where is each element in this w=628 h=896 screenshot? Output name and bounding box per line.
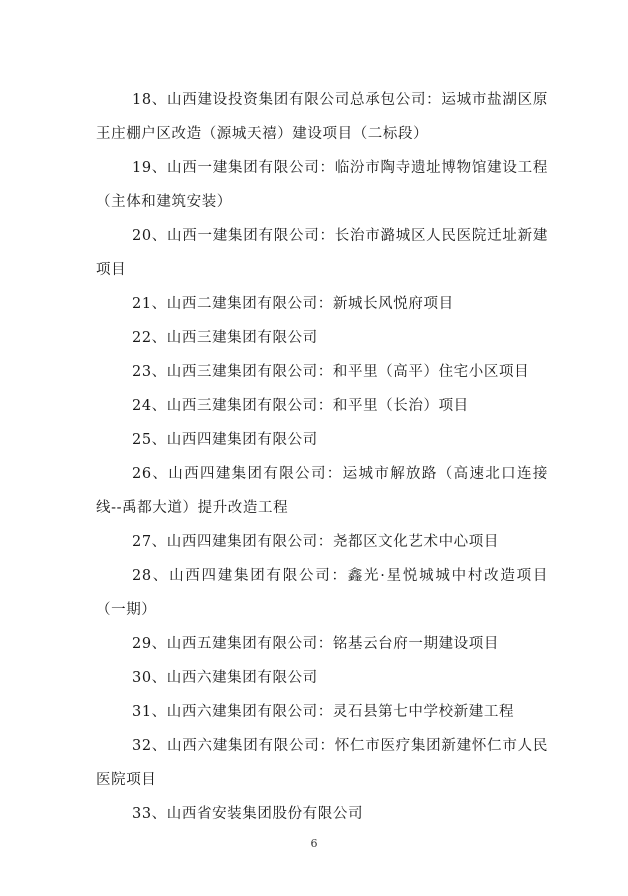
- item-text: 山西一建集团有限公司：长治市潞城区人民医院迁址新建项目: [96, 228, 548, 278]
- list-item-32: [96, 729, 548, 797]
- list-item-19: [96, 151, 548, 219]
- item-number: 27、: [132, 534, 167, 550]
- item-number: 25、: [132, 432, 167, 448]
- item-text: 山西三建集团有限公司: [166, 330, 318, 346]
- item-number: 32、: [132, 738, 168, 754]
- list-item-22: [96, 321, 548, 355]
- item-number: 22、: [132, 330, 167, 346]
- item-text: 山西一建集团有限公司：临汾市陶寺遗址博物馆建设工程（主体和建筑安装）: [96, 160, 548, 210]
- item-number: 21、: [132, 296, 167, 312]
- item-number: 30、: [132, 670, 167, 686]
- item-text: 山西四建集团有限公司：鑫光·星悦城城中村改造项目（一期）: [96, 568, 548, 618]
- list-item-21: [96, 287, 548, 321]
- list-item-31: [96, 695, 548, 729]
- item-number: 20、: [132, 228, 168, 244]
- item-text: 山西建设投资集团有限公司总承包公司：运城市盐湖区原王庄棚户区改造（源城天禧）建设项目（二标段）: [96, 92, 548, 142]
- list-item-18: [96, 83, 548, 151]
- item-number: 33、: [132, 806, 167, 822]
- list-item-29: [96, 627, 548, 661]
- item-text: 山西四建集团有限公司：运城市解放路（高速北口连接线--禹都大道）提升改造工程: [96, 466, 548, 516]
- list-item-23: [96, 355, 548, 389]
- item-text: 山西六建集团有限公司：怀仁市医疗集团新建怀仁市人民医院项目: [96, 738, 548, 788]
- item-text: 山西三建集团有限公司：和平里（高平）住宅小区项目: [166, 364, 530, 380]
- list-item-30: [96, 661, 548, 695]
- item-text: 山西四建集团有限公司: [166, 432, 318, 448]
- list-item-24: [96, 389, 548, 423]
- list-item-20: [96, 219, 548, 287]
- list-item-28: [96, 559, 548, 627]
- list-item-26: [96, 457, 548, 525]
- list-item-27: [96, 525, 548, 559]
- item-text: 山西六建集团有限公司: [166, 670, 318, 686]
- item-number: 31、: [132, 704, 167, 720]
- item-text: 山西省安装集团股份有限公司: [166, 806, 364, 822]
- project-list: [96, 83, 548, 831]
- item-number: 24、: [132, 398, 167, 414]
- list-item-33: [96, 797, 548, 831]
- item-text: 山西六建集团有限公司：灵石县第七中学校新建工程: [166, 704, 515, 720]
- item-text: 山西五建集团有限公司：铭基云台府一期建设项目: [166, 636, 499, 652]
- page-number: 6: [310, 837, 318, 850]
- item-text: 山西二建集团有限公司：新城长风悦府项目: [166, 296, 454, 312]
- list-item-25: [96, 423, 548, 457]
- item-text: 山西三建集团有限公司：和平里（长治）项目: [166, 398, 469, 414]
- item-number: 18、: [132, 92, 168, 108]
- item-number: 29、: [132, 636, 167, 652]
- item-number: 26、: [132, 466, 169, 482]
- item-number: 23、: [132, 364, 167, 380]
- item-number: 19、: [132, 160, 168, 176]
- item-number: 28、: [132, 568, 170, 584]
- item-text: 山西四建集团有限公司：尧都区文化艺术中心项目: [166, 534, 499, 550]
